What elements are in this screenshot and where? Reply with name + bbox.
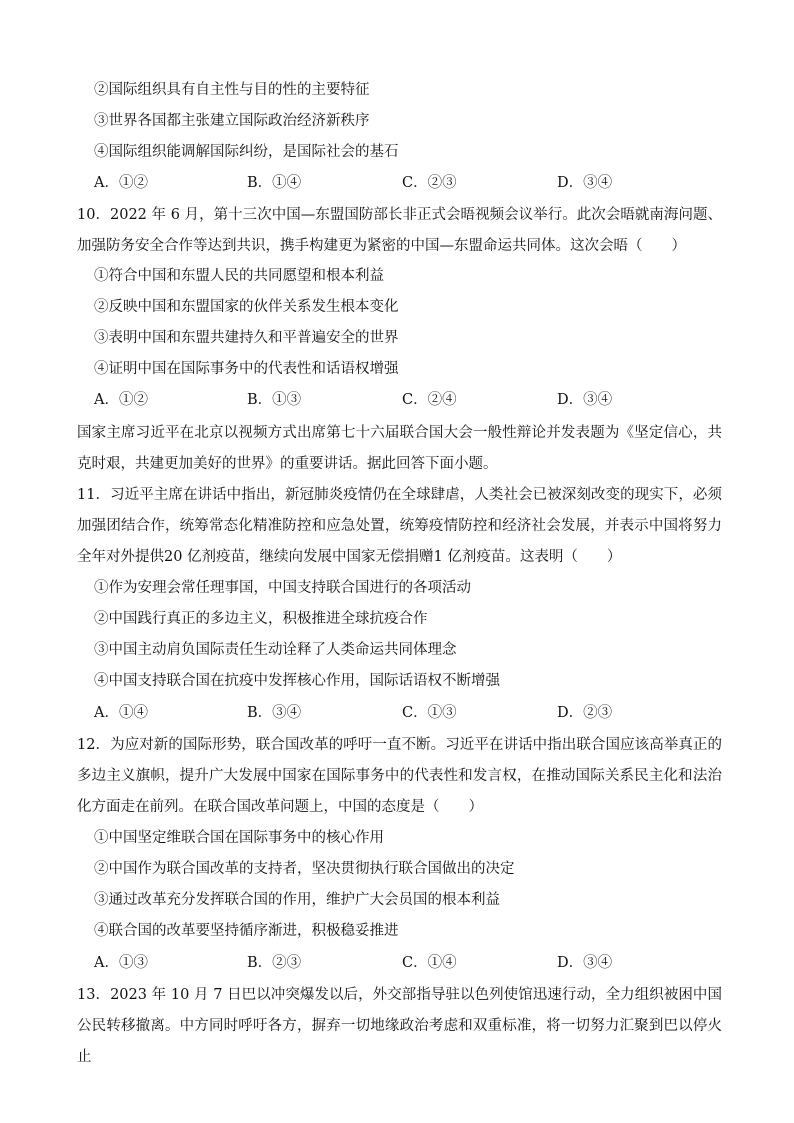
q10-stem: 10．2022 年 6 月，第十三次中国—东盟国防部长非正式会晤视频会议举行。此次会晤就南海问题、加强防务安全合作等达到共识，携手构建更为紧密的中国—东盟命运共同体。这次会晤（ ） (77, 207, 722, 254)
q9-choice-d[interactable]: D．③④ (557, 175, 613, 191)
q12-choice-c[interactable]: C．①④ (402, 955, 457, 971)
q10-choice-b[interactable]: B．①③ (247, 392, 302, 408)
q10-option-1: ①符合中国和东盟人民的共同愿望和根本利益 (94, 268, 384, 284)
q12-option-2: ②中国作为联合国改革的支持者，坚决贯彻执行联合国做出的决定 (94, 861, 515, 877)
q12-choices (94, 953, 734, 973)
q11-stem: 11．习近平主席在讲话中指出，新冠肺炎疫情仍在全球肆虐，人类社会已被深刻改变的现实下，必须加强团结合作，统筹常态化精准防控和应急处置，统筹疫情防控和经济社会发展，并表示中国将努力全年对外提供20 亿剂疫苗，继续向发展中国家无偿捐赠1 亿剂疫苗。这表明（ ） (77, 487, 722, 565)
q9-choice-a[interactable]: A．①② (94, 175, 148, 191)
q9-option-4: ④国际组织能调解国际纠纷，是国际社会的基石 (94, 144, 399, 160)
material-passage: 国家主席习近平在北京以视频方式出席第七十六届联合国大会一般性辩论并发表题为《坚定信心，共克时艰，共建更加美好的世界》的重要讲话。据此回答下面小题。 (77, 425, 722, 472)
q10-choice-c[interactable]: C．②④ (402, 392, 457, 408)
q9-option-3: ③世界各国都主张建立国际政治经济新秩序 (94, 113, 370, 129)
q11-choice-a[interactable]: A．①④ (94, 705, 148, 721)
q11-choices (94, 703, 734, 723)
q12-option-4: ④联合国的改革要坚持循序渐进，积极稳妥推进 (94, 923, 399, 939)
q12-choice-d[interactable]: D．③④ (557, 955, 613, 971)
q11-choice-d[interactable]: D．②③ (557, 705, 613, 721)
q11-option-3: ③中国主动肩负国际责任生动诠释了人类命运共同体理念 (94, 642, 457, 658)
q10-choices (94, 390, 734, 410)
q9-choice-b[interactable]: B．①④ (247, 175, 302, 191)
q10-choice-d[interactable]: D．③④ (557, 392, 613, 408)
q9-choice-c[interactable]: C．②③ (402, 175, 457, 191)
q12-option-3: ③通过改革充分发挥联合国的作用，维护广大会员国的根本利益 (94, 892, 500, 908)
q10-option-3: ③表明中国和东盟共建持久和平普遍安全的世界 (94, 330, 399, 346)
q12-stem: 12．为应对新的国际形势，联合国改革的呼吁一直不断。习近平在讲话中指出联合国应该高举真正的多边主义旗帜，提升广大发展中国家在国际事务中的代表性和发言权，在推动国际关系民主化和法治化方面走在前列。在联合国改革问题上，中国的态度是（ ） (77, 737, 722, 815)
q12-option-1: ①中国坚定维联合国在国际事务中的核心作用 (94, 830, 384, 846)
q13-stem: 13．2023 年 10 月 7 日巴以冲突爆发以后，外交部指导驻以色列使馆迅速行动，全力组织被困中国公民转移撤离。中方同时呼吁各方，摒弃一切地缘政治考虑和双重标准，将一切努力汇聚到巴以停火止 (77, 987, 722, 1065)
q12-choice-a[interactable]: A．①③ (94, 955, 148, 971)
q11-choice-b[interactable]: B．③④ (247, 705, 302, 721)
q11-option-2: ②中国践行真正的多边主义，积极推进全球抗疫合作 (94, 611, 428, 627)
q9-choices (94, 173, 734, 193)
q10-option-2: ②反映中国和东盟国家的伙伴关系发生根本变化 (94, 299, 399, 315)
q12-choice-b[interactable]: B．②③ (247, 955, 302, 971)
q9-option-2: ②国际组织具有自主性与目的性的主要特征 (94, 82, 370, 98)
q10-option-4: ④证明中国在国际事务中的代表性和话语权增强 (94, 361, 399, 377)
q11-option-4: ④中国支持联合国在抗疫中发挥核心作用，国际话语权不断增强 (94, 673, 500, 689)
q10-choice-a[interactable]: A．①② (94, 392, 148, 408)
q11-option-1: ①作为安理会常任理事国，中国支持联合国进行的各项活动 (94, 580, 471, 596)
q11-choice-c[interactable]: C．①③ (402, 705, 457, 721)
